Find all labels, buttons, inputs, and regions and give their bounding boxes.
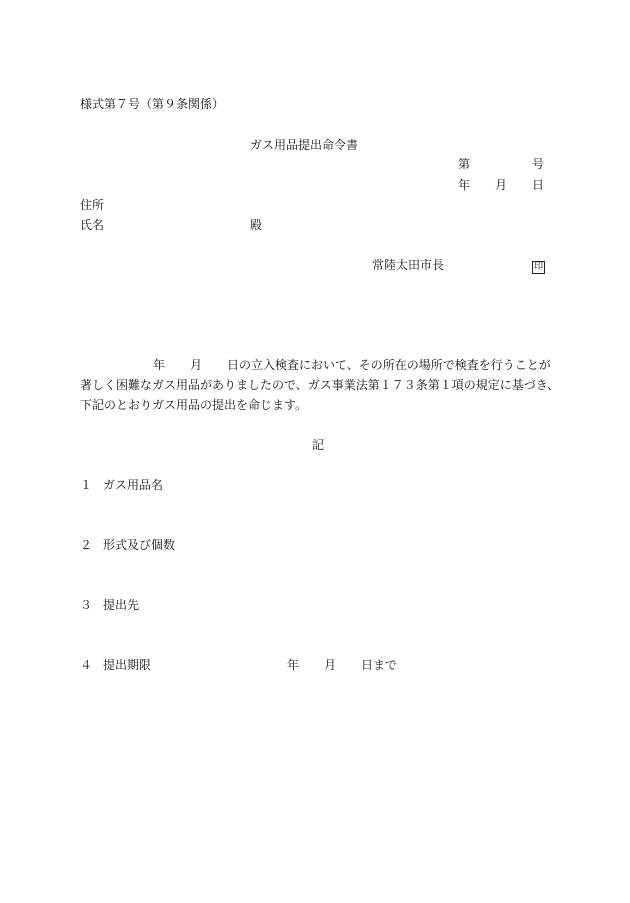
doc-number-prefix: 第 xyxy=(458,157,471,171)
deadline-day-until: 日まで xyxy=(361,658,398,672)
deadline-year: 年 xyxy=(287,658,300,672)
item-2-label: 形式及び個数 xyxy=(103,538,176,552)
date-year: 年 xyxy=(458,178,471,192)
issuer: 常陸太田市長 xyxy=(372,258,445,272)
item-2-number: ２ xyxy=(80,538,93,552)
item-4-label: 提出期限 xyxy=(103,658,152,672)
item-3-label: 提出先 xyxy=(103,598,140,612)
honorific: 殿 xyxy=(250,218,263,232)
deadline-month: 月 xyxy=(324,658,337,672)
body-line2: 著しく困難なガス用品がありましたので、ガス事業法第１７３条第１項の規定に基づき、 xyxy=(80,378,560,392)
body-line1: 日の立入検査において、その所在の場所で検査を行うことが xyxy=(227,358,551,372)
doc-number-suffix: 号 xyxy=(532,157,545,171)
item-4-number: ４ xyxy=(80,658,93,672)
body-month: 月 xyxy=(190,358,203,372)
date-month: 月 xyxy=(495,178,508,192)
item-1-number: １ xyxy=(80,478,93,492)
item-1-label: ガス用品名 xyxy=(103,478,164,492)
address-label: 住所 xyxy=(80,198,105,212)
ki-heading: 記 xyxy=(312,438,325,452)
date-day: 日 xyxy=(532,178,545,192)
body-line3: 下記のとおりガス用品の提出を命じます。 xyxy=(80,398,308,412)
name-label: 氏名 xyxy=(80,218,105,232)
seal-icon xyxy=(532,258,545,274)
document-title: ガス用品提出命令書 xyxy=(250,138,359,152)
form-number: 様式第７号（第９条関係） xyxy=(80,97,225,111)
seal-mark: 印 xyxy=(533,262,543,272)
item-3-number: ３ xyxy=(80,598,93,612)
body-year: 年 xyxy=(153,358,166,372)
